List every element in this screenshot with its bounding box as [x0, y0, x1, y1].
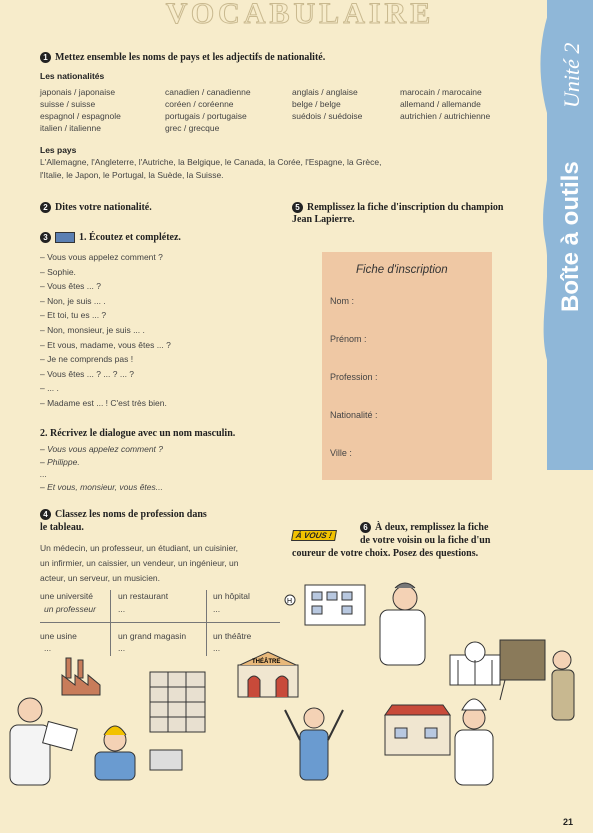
nationality-item: autrichien / autrichienne — [400, 111, 491, 121]
table-cell: un hôpital — [213, 591, 250, 601]
hospital-sign: H — [287, 598, 293, 605]
dialogue-line: – Je ne comprends pas ! — [40, 354, 134, 365]
table-cell: une usine — [40, 631, 77, 641]
nationality-item: canadien / canadienne — [165, 87, 251, 97]
dialogue-line: ... — [40, 469, 48, 479]
table-cell: ... — [44, 643, 52, 653]
dialogue-line: – Et vous, monsieur, vous êtes... — [40, 481, 163, 492]
nationalities-col-4 — [400, 86, 490, 122]
cashier-illustration — [95, 726, 182, 780]
unit-label: Unité 2 — [559, 42, 584, 108]
doctor-illustration — [380, 583, 425, 665]
ex4-heading — [40, 509, 207, 520]
dialogue-line: – Madame est ... ! C'est très bien. — [40, 397, 167, 408]
dialogue-line: – Philippe. — [40, 456, 80, 467]
ex5-heading — [292, 202, 503, 213]
table-cell: un restaurant — [118, 591, 169, 601]
dialogue-line: – Et toi, tu es ... ? — [40, 310, 107, 321]
dialogue-line: – Non, monsieur, je suis ... . — [40, 324, 145, 335]
table-cell: ... — [118, 604, 126, 614]
dialogue-line: – ... . — [40, 383, 59, 394]
ex5-number: 5 — [292, 202, 303, 213]
form-field-nom: Nom : — [330, 296, 355, 306]
table-cell: ... — [118, 643, 126, 653]
table-cell: un théâtre — [213, 631, 252, 641]
nationality-item: espagnol / espagnole — [40, 111, 121, 121]
nationality-item: japonais / japonaise — [40, 87, 116, 97]
nationality-item: coréen / coréenne — [165, 99, 234, 109]
table-cell: ... — [213, 604, 221, 614]
ex5-instruction-1: Remplissez la fiche d'inscription du champion — [307, 202, 504, 213]
ex6-heading — [360, 522, 488, 533]
ex6-line-3: coureur de votre choix. Posez des questions. — [292, 548, 479, 559]
page-number: 21 — [562, 817, 573, 827]
ex3-part2: 2. Récrivez le dialogue avec un nom masculin. — [40, 428, 236, 439]
department-store-illustration — [150, 672, 205, 732]
table-cell: ... — [213, 643, 221, 653]
profession-illustrations — [0, 580, 593, 820]
ex4-instruction-1: Classez les noms de profession dans — [55, 509, 207, 520]
nationalities-col-2 — [165, 86, 251, 134]
table-cell: une université — [40, 591, 93, 601]
cassette-icon — [55, 232, 75, 243]
page-title: VOCABULAIRE — [165, 0, 435, 30]
factory-illustration — [62, 658, 100, 695]
ex6-line-2: de votre voisin ou la fiche d'un — [360, 535, 491, 546]
ex4-instruction-2: le tableau. — [40, 522, 84, 533]
ex6-number: 6 — [360, 522, 371, 533]
nationality-item: allemand / allemande — [400, 99, 481, 109]
nationality-item: anglais / anglaise — [292, 87, 358, 97]
ex4-number: 4 — [40, 509, 51, 520]
form-title: Fiche d'inscription — [356, 264, 448, 276]
dialogue-line: – Vous vous appelez comment ? — [40, 252, 163, 262]
ex5-instruction-2: Jean Lapierre. — [292, 214, 355, 225]
dialogue-line: – Sophie. — [40, 266, 76, 277]
dialogue-line: – Non, je suis ... . — [40, 295, 106, 306]
a-vous-label: À VOUS ! — [291, 530, 337, 541]
ex2-heading — [40, 202, 152, 213]
ex2-instruction: Dites votre nationalité. — [55, 202, 152, 213]
ex2-number: 2 — [40, 202, 51, 213]
ex4-text-3: acteur, un serveur, un musicien. — [40, 573, 161, 583]
section-label: Boîte à outils — [557, 161, 584, 312]
form-field-ville: Ville : — [330, 448, 352, 458]
ex3-number: 3 — [40, 232, 51, 243]
ex1-number: 1 — [40, 52, 51, 63]
sidebar — [547, 0, 593, 470]
nationality-item: suédois / suédoise — [292, 111, 363, 121]
table-cell: un grand magasin — [118, 631, 187, 641]
theatre-illustration — [238, 652, 298, 697]
ex3-heading — [40, 232, 181, 243]
ex1-instruction: Mettez ensemble les noms de pays et les adjectifs de nationalité. — [55, 52, 326, 63]
unit-label-container — [553, 20, 587, 110]
dialogue-line: – Et vous, madame, vous êtes ... ? — [40, 339, 171, 350]
hospital-illustration — [285, 585, 365, 625]
nationality-item: grec / grecque — [165, 123, 220, 133]
teacher-illustration — [500, 640, 574, 720]
restaurant-illustration — [385, 705, 450, 755]
form-field-prenom: Prénom : — [330, 334, 367, 344]
form-field-profession: Profession : — [330, 372, 378, 382]
nationalities-label: Les nationalités — [40, 71, 105, 81]
dialogue-line: – Vous êtes ... ? ... ? ... ? — [40, 368, 135, 379]
ex1-heading — [40, 52, 325, 63]
nationality-item: suisse / suisse — [40, 99, 96, 109]
registration-form — [322, 252, 492, 480]
countries-line-2: l'Italie, le Japon, le Portugal, la Suède, la Suisse. — [40, 170, 224, 180]
nationalities-col-3 — [292, 86, 362, 122]
reader-illustration — [10, 698, 77, 785]
table-cell: un professeur — [44, 604, 96, 614]
dialogue-line: – Vous êtes ... ? — [40, 281, 101, 292]
actor-illustration — [285, 708, 343, 780]
dialogue-line: – Vous vous appelez comment ? — [40, 444, 164, 454]
university-illustration — [450, 642, 500, 685]
ex6-line-1: À deux, remplissez la fiche — [375, 522, 489, 533]
theatre-sign: THÉÂTRE — [252, 659, 281, 665]
nationality-item: portugais / portugaise — [165, 111, 247, 121]
nationality-item: marocain / marocaine — [400, 87, 482, 97]
countries-label: Les pays — [40, 145, 77, 155]
ex4-text-2: un infirmier, un caissier, un vendeur, un ingénieur, un — [40, 558, 239, 568]
form-field-nationalite: Nationalité : — [330, 410, 378, 420]
nationalities-col-1 — [40, 86, 121, 134]
chef-illustration — [455, 699, 493, 785]
a-vous-badge — [292, 525, 336, 543]
countries-line-1: L'Allemagne, l'Angleterre, l'Autriche, la Belgique, le Canada, la Corée, l'Espagne, la Grèce, — [40, 157, 382, 167]
ex3-dialogue-2 — [40, 443, 163, 493]
nationality-item: belge / belge — [292, 99, 341, 109]
ex3-part1: 1. Écoutez et complétez. — [79, 232, 181, 243]
ex3-dialogue — [40, 250, 171, 411]
nationality-item: italien / italienne — [40, 123, 101, 133]
ex4-text-1: Un médecin, un professeur, un étudiant, un cuisinier, — [40, 543, 238, 553]
